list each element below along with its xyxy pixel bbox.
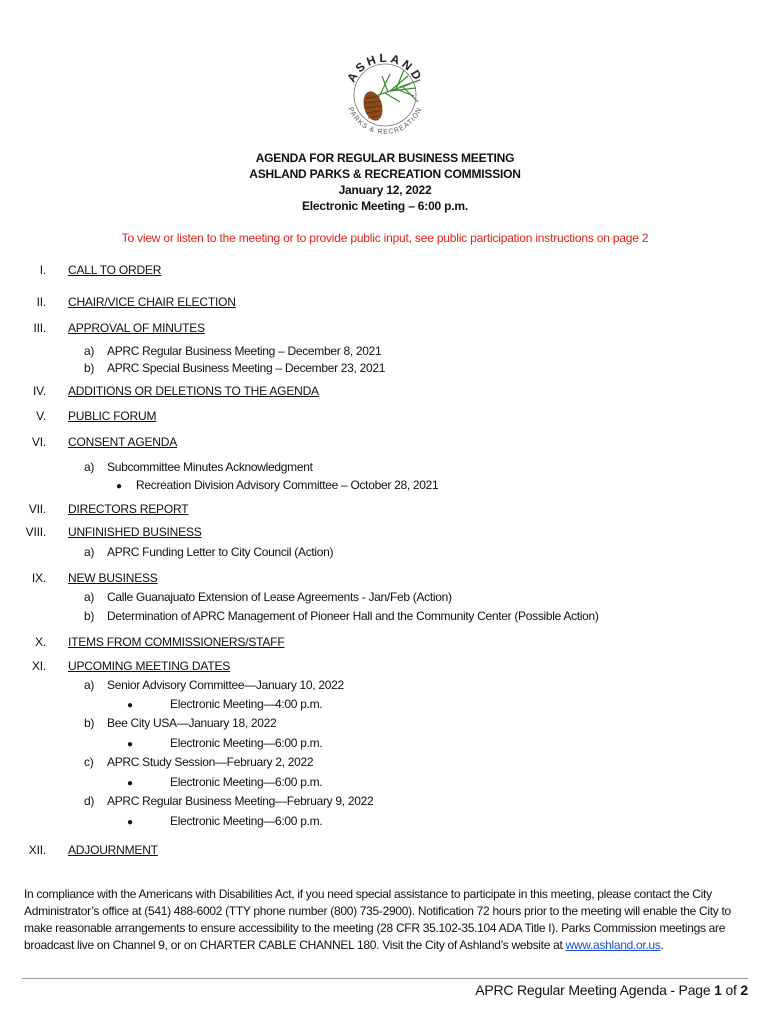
agenda-item-title: ITEMS FROM COMMISSIONERS/STAFF: [68, 635, 285, 649]
sub-item-text: Calle Guanajuato Extension of Lease Agreements - Jan/Feb (Action): [107, 590, 452, 604]
agenda-item-title: CONSENT AGENDA: [68, 435, 178, 449]
item-number: VI.: [31, 435, 46, 449]
agenda-item-title: NEW BUSINESS: [68, 571, 158, 585]
item-number: VIII.: [25, 525, 46, 539]
sub-item-letter: a): [84, 545, 95, 559]
sub-item-text: Determination of APRC Management of Pioneer Hall and the Community Center (Possible Action): [107, 609, 599, 623]
header-line-3: January 12, 2022: [338, 183, 432, 197]
item-number: V.: [36, 409, 46, 423]
sub-item-letter: a): [84, 678, 95, 692]
header-line-1: AGENDA FOR REGULAR BUSINESS MEETING: [255, 151, 515, 165]
sub-item-text: APRC Regular Business Meeting – December 8, 2021: [107, 344, 382, 358]
sub-item-letter: b): [84, 609, 95, 623]
agenda-item-title: UPCOMING MEETING DATES: [68, 659, 231, 673]
sub-item: [84, 344, 381, 358]
ashland-parks-logo: [330, 40, 440, 150]
agenda-header: [0, 150, 770, 214]
sub-item-text: APRC Special Business Meeting – December 23, 2021: [107, 361, 386, 375]
bullet-dot: ●: [127, 700, 133, 711]
page-footer-prefix: APRC Regular Meeting Agenda - Page: [475, 982, 715, 998]
sub-item-letter: d): [84, 794, 95, 808]
bullet-item: [127, 775, 322, 789]
item-number: II.: [36, 295, 46, 309]
logo-bottom-text: PARKS & RECREATION: [346, 106, 424, 137]
item-number: III.: [33, 321, 46, 335]
item-number: XI.: [31, 659, 46, 673]
agenda-item-title: UNFINISHED BUSINESS: [68, 525, 202, 539]
header-line-2: ASHLAND PARKS & RECREATION COMMISSION: [249, 167, 521, 181]
bullet-item: [127, 697, 322, 711]
item-number: IX.: [31, 571, 46, 585]
ada-notice-text: In compliance with the Americans with Disabilities Act, if you need special assistance to participate in this meeting, please contact the City Administrator’s office at (541) 488-6002 (TTY phone number (800) 735-2900). Notification 72 hours prior to the meeting will enable the City to make reasonable arrangements to ensure accessibility to the meeting (28 CFR 35.102-35.104 ADA Title I). Parks Commission meetings are broadcast live on Channel 9, or on CHARTER CABLE CHANNEL 180. Visit the City of Ashland’s website at: [24, 887, 731, 952]
bullet-dot: ●: [127, 817, 133, 828]
sub-item: [84, 755, 313, 769]
bullet-text: Electronic Meeting—6:00 p.m.: [170, 736, 323, 750]
bullet-item: [127, 814, 322, 828]
agenda-item-title: APPROVAL OF MINUTES: [68, 321, 205, 335]
bullet-dot: ●: [127, 739, 133, 750]
sub-item-letter: a): [84, 590, 95, 604]
bullet-text: Electronic Meeting—4:00 p.m.: [170, 697, 323, 711]
sub-item-letter: a): [84, 344, 95, 358]
page-total: 2: [740, 982, 748, 998]
agenda-item-title: CHAIR/VICE CHAIR ELECTION: [68, 295, 236, 309]
bullet-text: Recreation Division Advisory Committee – October 28, 2021: [136, 478, 439, 492]
bullet-dot: ●: [116, 481, 122, 492]
bullet-item: [127, 736, 322, 750]
svg-text:ASHLAND: [344, 51, 426, 85]
footer-divider: [22, 978, 748, 979]
item-number: IV.: [33, 384, 46, 398]
page-footer-of: of: [721, 982, 741, 998]
ada-notice-end: .: [660, 938, 664, 952]
sub-item-letter: c): [84, 755, 94, 769]
public-participation-notice: To view or listen to the meeting or to provide public input, see public participation instructions on page 2: [121, 231, 649, 245]
agenda-item-title: ADJOURNMENT: [68, 843, 158, 857]
agenda-item-title: CALL TO ORDER: [68, 263, 162, 277]
sub-item-letter: b): [84, 716, 95, 730]
agenda-item-title: ADDITIONS OR DELETIONS TO THE AGENDA: [68, 384, 319, 398]
bullet-dot: ●: [127, 778, 133, 789]
sub-item: [84, 716, 276, 730]
sub-item-text: APRC Study Session—February 2, 2022: [107, 755, 314, 769]
item-number: XII.: [28, 843, 46, 857]
sub-item: [84, 590, 452, 604]
sub-item-text: Bee City USA—January 18, 2022: [107, 716, 277, 730]
bullet-text: Electronic Meeting—6:00 p.m.: [170, 775, 323, 789]
bullet-item: [116, 478, 438, 492]
sub-item-text: APRC Funding Letter to City Council (Action): [107, 545, 334, 559]
bullet-text: Electronic Meeting—6:00 p.m.: [170, 814, 323, 828]
logo-top-text: ASHLAND: [344, 50, 426, 85]
item-number: VII.: [28, 502, 46, 516]
item-number: X.: [35, 635, 46, 649]
sub-item-text: Senior Advisory Committee—January 10, 2022: [107, 678, 344, 692]
sub-item: [84, 545, 333, 559]
page-number: 1: [714, 982, 722, 998]
sub-item-letter: a): [84, 460, 95, 474]
agenda-item-title: PUBLIC FORUM: [68, 409, 157, 423]
sub-item: [84, 460, 313, 474]
ada-compliance-notice: [24, 886, 744, 954]
website-link[interactable]: www.ashland.or.us: [565, 938, 661, 952]
sub-item: [84, 794, 373, 808]
sub-item: [84, 678, 344, 692]
sub-item-text: APRC Regular Business Meeting—February 9, 2022: [107, 794, 374, 808]
sub-item: [84, 609, 599, 623]
agenda-item-title: DIRECTORS REPORT: [68, 502, 189, 516]
sub-item-text: Subcommittee Minutes Acknowledgment: [107, 460, 313, 474]
page-footer: [475, 982, 748, 998]
header-line-4: Electronic Meeting – 6:00 p.m.: [301, 199, 469, 213]
item-number: I.: [39, 263, 46, 277]
sub-item: [84, 361, 385, 375]
sub-item-letter: b): [84, 361, 95, 375]
